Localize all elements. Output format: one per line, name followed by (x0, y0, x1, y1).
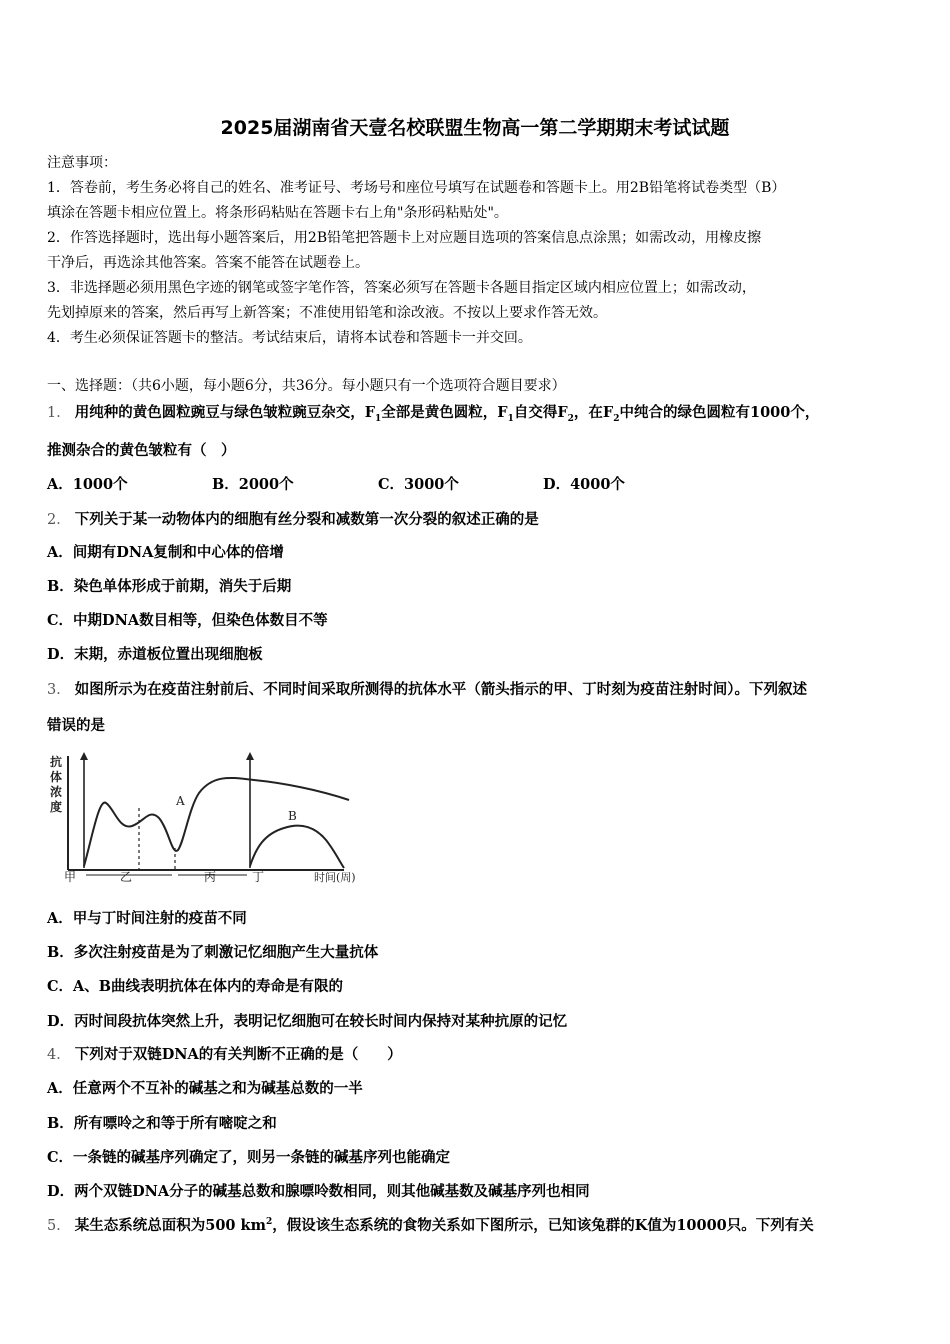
q2-option-d[interactable]: D．末期，赤道板位置出现细胞板 (47, 646, 263, 663)
arrow-ding-head (246, 752, 254, 760)
q3-option-b[interactable]: B．多次注射疫苗是为了刺激记忆细胞产生大量抗体 (47, 944, 379, 961)
x-axis-title: 时间(周) (314, 871, 356, 884)
q4-option-a[interactable]: A．任意两个不互补的碱基之和为碱基总数的一半 (47, 1080, 363, 1097)
notice-line: 4．考生必须保证答题卡的整洁。考试结束后，请将本试卷和答题卡一并交回。 (47, 330, 532, 346)
x-label-yi: 乙 (120, 870, 133, 884)
q1-text: 全部是黄色圆粒，F (381, 404, 508, 421)
x-label-bing: 丙 (204, 870, 217, 884)
q5-text: 某生态系统总面积为500 km (74, 1217, 266, 1234)
q4-text: 下列对于双链DNA的有关判断不正确的是（ ） (74, 1046, 402, 1063)
subscript: 1 (507, 413, 514, 424)
q1-option-c[interactable]: C．3000个 (378, 476, 459, 493)
curve-a (84, 778, 349, 866)
question-number: 2． (47, 512, 71, 528)
page-title: 2025届湖南省天壹名校联盟生物高一第二学期期末考试试题 (220, 117, 730, 139)
question-1-stem (47, 401, 819, 424)
q1-option-a[interactable]: A．1000个 (47, 476, 128, 493)
curve-a-label: A (176, 794, 185, 808)
y-axis-label (50, 754, 62, 814)
superscript: 2 (265, 1217, 273, 1228)
notice-line: 先划掉原来的答案，然后再写上新答案；不准使用铅笔和涂改液。不按以上要求作答无效。 (47, 305, 607, 321)
q2-option-c[interactable]: C．中期DNA数目相等，但染色体数目不等 (47, 612, 328, 629)
q3-option-a[interactable]: A．甲与丁时间注射的疫苗不同 (47, 910, 247, 927)
q1-text: 自交得F (513, 404, 568, 421)
q2-option-a[interactable]: A．间期有DNA复制和中心体的倍增 (47, 544, 284, 561)
curve-b-label: B (288, 809, 297, 823)
q4-option-c[interactable]: C．一条链的碱基序列确定了，则另一条链的碱基序列也能确定 (47, 1149, 451, 1166)
y-label-char: 浓 (50, 785, 63, 799)
q1-option-b[interactable]: B．2000个 (212, 476, 294, 493)
y-label-char: 抗 (50, 755, 63, 769)
x-label-ding: 丁 (252, 870, 265, 884)
y-label-char: 体 (50, 770, 63, 784)
question-3-stem (47, 678, 807, 699)
question-number: 1． (47, 405, 71, 421)
q3-text: 如图所示为在疫苗注射前后、不同时间采取所测得的抗体水平（箭头指示的甲、丁时刻为疫苗注射时间）。下列叙述 (74, 681, 807, 698)
question-number: 5． (47, 1218, 71, 1234)
q1-text: 用纯种的黄色圆粒豌豆与绿色皱粒豌豆杂交，F (74, 404, 376, 421)
notice-line: 1．答卷前，考生务必将自己的姓名、准考证号、考场号和座位号填写在试题卷和答题卡上。用2B铅笔将试卷类型（B） (47, 180, 786, 196)
subscript: 2 (613, 413, 620, 424)
section-heading: 一、选择题：（共6小题，每小题6分，共36分。每小题只有一个选项符合题目要求） (47, 378, 566, 394)
q3-option-d[interactable]: D．丙时间段抗体突然上升，表明记忆细胞可在较长时间内保持对某种抗原的记忆 (47, 1013, 568, 1030)
question-3-stem-cont: 错误的是 (47, 717, 105, 734)
q1-option-d[interactable]: D．4000个 (543, 476, 625, 493)
y-label-char: 度 (50, 800, 63, 814)
notice-line: 干净后，再选涂其他答案。答案不能答在试题卷上。 (47, 255, 369, 271)
notice-heading: 注意事项： (47, 155, 117, 171)
subscript: 1 (375, 413, 382, 424)
q2-option-b[interactable]: B．染色单体形成于前期，消失于后期 (47, 578, 292, 595)
x-label-jia: 甲 (64, 870, 77, 884)
question-number: 4． (47, 1047, 71, 1063)
antibody-figure (44, 748, 384, 888)
arrow-jia-head (80, 752, 88, 760)
notice-line: 2．作答选择题时，选出每小题答案后，用2B铅笔把答题卡上对应题目选项的答案信息点涂黑；如需改动，用橡皮擦 (47, 230, 762, 246)
notice-line: 填涂在答题卡相应位置上。将条形码粘贴在答题卡右上角"条形码粘贴处"。 (47, 205, 508, 221)
question-4-stem (47, 1043, 402, 1064)
curve-b (250, 826, 344, 868)
q2-text: 下列关于某一动物体内的细胞有丝分裂和减数第一次分裂的叙述正确的是 (74, 511, 539, 528)
q1-text: 中纯合的绿色圆粒有1000个， (619, 404, 820, 421)
notice-line: 3．非选择题必须用黑色字迹的钢笔或签字笔作答，答案必须写在答题卡各题目指定区域内相应位置上；如需改动， (47, 280, 756, 296)
subscript: 2 (567, 413, 574, 424)
q3-option-c[interactable]: C．A、B曲线表明抗体在体内的寿命是有限的 (47, 978, 344, 995)
q4-option-b[interactable]: B．所有嘌呤之和等于所有嘧啶之和 (47, 1115, 277, 1132)
q1-text: ，在F (573, 404, 614, 421)
question-2-stem (47, 508, 539, 529)
q4-option-d[interactable]: D．两个双链DNA分子的碱基总数和腺嘌呤数相同，则其他碱基数及碱基序列也相同 (47, 1183, 590, 1200)
question-number: 3． (47, 682, 71, 698)
q5-text: ，假设该生态系统的食物关系如下图所示，已知该兔群的K值为10000只。下列有关 (272, 1217, 814, 1234)
question-5-stem (47, 1214, 814, 1235)
question-1-stem-cont: 推测杂合的黄色皱粒有（ ） (47, 442, 236, 459)
